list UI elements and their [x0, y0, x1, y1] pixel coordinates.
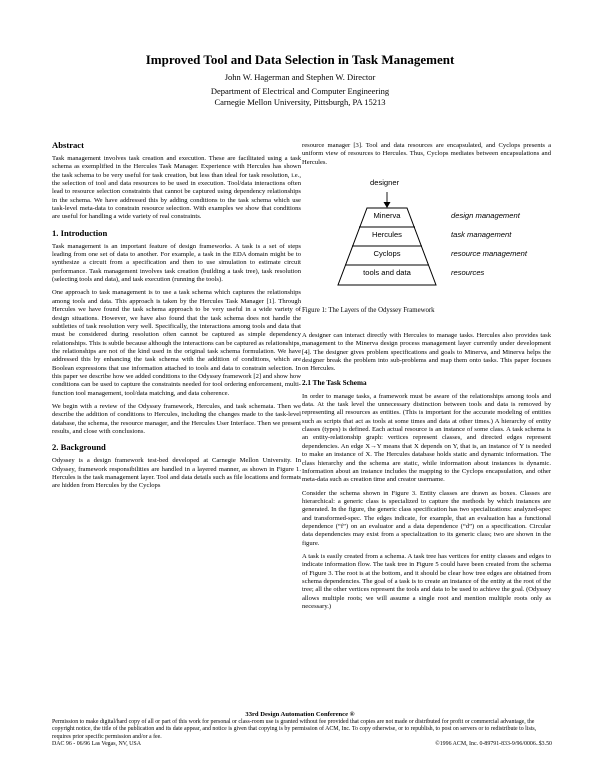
figure-1-side-design-management: design management: [451, 211, 520, 221]
figure-1-side-task-management: task management: [451, 230, 512, 240]
figure-1-side-resource-management: resource management: [451, 249, 527, 259]
intro-paragraph-3: We begin with a review of the Odyssey framework, Hercules, and task schemata. Then we describe the addition of conditions to Hercules, including the changes made to the task-level database, the schema, the resource manager, and the Hercules User Interface. Then we present results, and close with conclusions.: [52, 402, 301, 435]
figure-1-layer-minerva: Minerva: [373, 211, 401, 221]
figure-1-side-resources: resources: [451, 268, 485, 278]
background-heading: 2. Background: [52, 442, 106, 453]
paper-authors: John W. Hagerman and Stephen W. Director: [224, 72, 376, 82]
right-paragraph-designer: A designer can interact directly with Hercules to manage tasks. Hercules also provides task management to the Minerva design process management layer currently under development [4]. The designer gives problem specifications and goals to Minerva, and Minerva helps the designer break the problem into sub-problems and map them onto tasks. This paper focuses on Hercules.: [302, 332, 551, 373]
right-column: [302, 142, 551, 616]
figure-1-layer-tools-data: tools and data: [363, 268, 411, 278]
affiliation-department: Department of Electrical and Computer Engineering: [210, 86, 390, 96]
figure-1-arrow-head: [384, 202, 391, 208]
figure-1-layer-hercules: Hercules: [372, 230, 402, 240]
footer-conference: 33rd Design Automation Conference ®: [245, 711, 355, 718]
footer-row: [52, 741, 552, 747]
abstract-heading: Abstract: [52, 140, 84, 150]
intro-paragraph-1: Task management is an important feature of design frameworks. A task is a set of steps leading from one set of data to another. For example, a task in the EDA domain might be to synthesize a circuit from a specification and then to use simulation to estimate circuit performance. Task management involves task creation (building a task tree), task resolution (selecting tools and data), and task execution (running the tools).: [52, 242, 301, 284]
footer-copyright: ©1996 ACM, Inc. 0-89791-833-9/96/0006..$3.50: [435, 741, 552, 747]
left-column: [52, 140, 301, 496]
background-paragraph-1: Odyssey is a design framework test-bed developed at Carnegie Mellon University. In Odyssey, framework responsibilities are handled in a layered manner, as shown in Figure 1. Hercules is the task management layer. Tool and data details such as file locations and formats are hidden from Hercules by the Cyclops: [52, 457, 301, 490]
intro-paragraph-2: One approach to task management is to use a task schema which captures the relationships among tools and data. This approach is taken by the Hercules Task Manager [1]. Through Hercules we have found the task schema approach to be very useful in a wide variety of design situations. However, we have also found that the task schema does not handle the subtleties of task resolution very well. Specifically, the interactions among tools and data that must be considered during resolution often cannot be captured as simple dependency relationships. This is subtle because although the interactions can be captured as relationships, the relationships are not of the kind used in the original task schema formulation. We have addressed this by enhancing the task schema with the addition of conditions, which are Boolean expressions that use information attached to tools and data to constrain selection. In this paper we describe how we added conditions to the Odyssey framework [2] and show how conditions can be used to capture the constraints needed for tool ordering enforcement, multi-function tool management, tool/data matching, and data coherence.: [52, 289, 301, 397]
figure-1-caption: Figure 1: The Layers of the Odyssey Framework: [302, 307, 435, 315]
paper-title: Improved Tool and Data Selection in Task Management: [145, 52, 455, 67]
figure-1: [302, 172, 551, 328]
affiliation-university: Carnegie Mellon University, Pittsburgh, PA 15213: [214, 97, 386, 107]
task-schema-paragraph-1: In order to manage tasks, a framework must be aware of the relationships among tools and data. At the task level the unnecessary distinction between tools and data is removed by representing all resources as entities. (This is important for the accurate modeling of entities such as scripts that act as tools at some times and data at other times.) A hierarchy of entity classes (types) is defined. Each actual resource is an instance of some class. A task schema is an entity-relationship graph: vertices represent classes, and directed edges represent dependencies. An edge X→Y means that X depends on Y, that is, an instance of Y is needed to make an instance of X. The Hercules database holds static and dynamic information. The class hierarchy and the schema are static, while information about instances is dynamic. Information about an instance includes the mapping to the Cyclops encapsulation, and other meta-data such as creation time and creator username.: [302, 392, 551, 484]
background-paragraph-1-continued: resource manager [3]. Tool and data resources are encapsulated, and Cyclops presents a uniform view of resources to Hercules. Thus, Cyclops mediates between encapsulations and Hercules.: [302, 142, 551, 166]
task-schema-heading: 2.1 The Task Schema: [302, 378, 367, 387]
figure-1-layer-cyclops: Cyclops: [373, 249, 401, 259]
footer-dac-info: DAC 96 - 06/96 Las Vegas, NV, USA: [52, 741, 141, 747]
intro-heading: 1. Introduction: [52, 227, 108, 238]
figure-1-designer-label: designer: [370, 178, 400, 188]
task-schema-paragraph-2: Consider the schema shown in Figure 3. Entity classes are drawn as boxes. Classes are hierarchical: a generic class is specialized to capture the methods by which instances are generated. In the figure, the generic class specification has two specializations: analyzed-spec and transformed-spec. The edges indicate, for example, that an evaluation has a functional dependence (“f”) on an evaluator and a data dependence (“d”) on a specification. Circular data dependencies may exist from a specialization to its generic class; two are shown in the figure.: [302, 489, 551, 547]
abstract-text: Task management involves task creation and execution. These are facilitated using a task schema as exemplified in the Hercules Task Manager. Experience with Hercules has shown the task schema to be very useful for task creation, but less than ideal for task resolution, i.e., the selection of tool and data resources to be used in execution. Tool/data interactions often lead to resource selection constraints that cannot be captured using dependency relationships in the schema. We have addressed this by adding conditions to the task schema which use task-level meta-data to constrain resource selection. With examples we show that conditions are useful for handling a wide variety of real constraints.: [52, 155, 301, 221]
task-schema-paragraph-3: A task is easily created from a schema. A task tree has vertices for entity classes and edges to indicate information flow. The task tree in Figure 5 could have been created from the schema of Figure 3. The root is at the bottom, and it should be clear how tree edges are obtained from schema dependencies. The goal of a task is to create an instance of the entity at the root of the tree; all the other vertices represent the tools and data to be used to achieve the goal. (Odyssey allows multiple roots; we will assume a single root and mention multiple roots only as necessary.): [302, 552, 551, 610]
footer-permission: Permission to make digital/hard copy of all or part of this work for personal or class-room use is granted without fee provided that copies are not made or distributed for profit or commercial advantage, the copyright notice, the title of the publication and its date appear, and notice is given that copying is by permission of ACM, Inc. To copy otherwise, or to republish, to post on servers or to redistribute to lists, requires prior specific permission and/or a fee.: [52, 719, 537, 740]
